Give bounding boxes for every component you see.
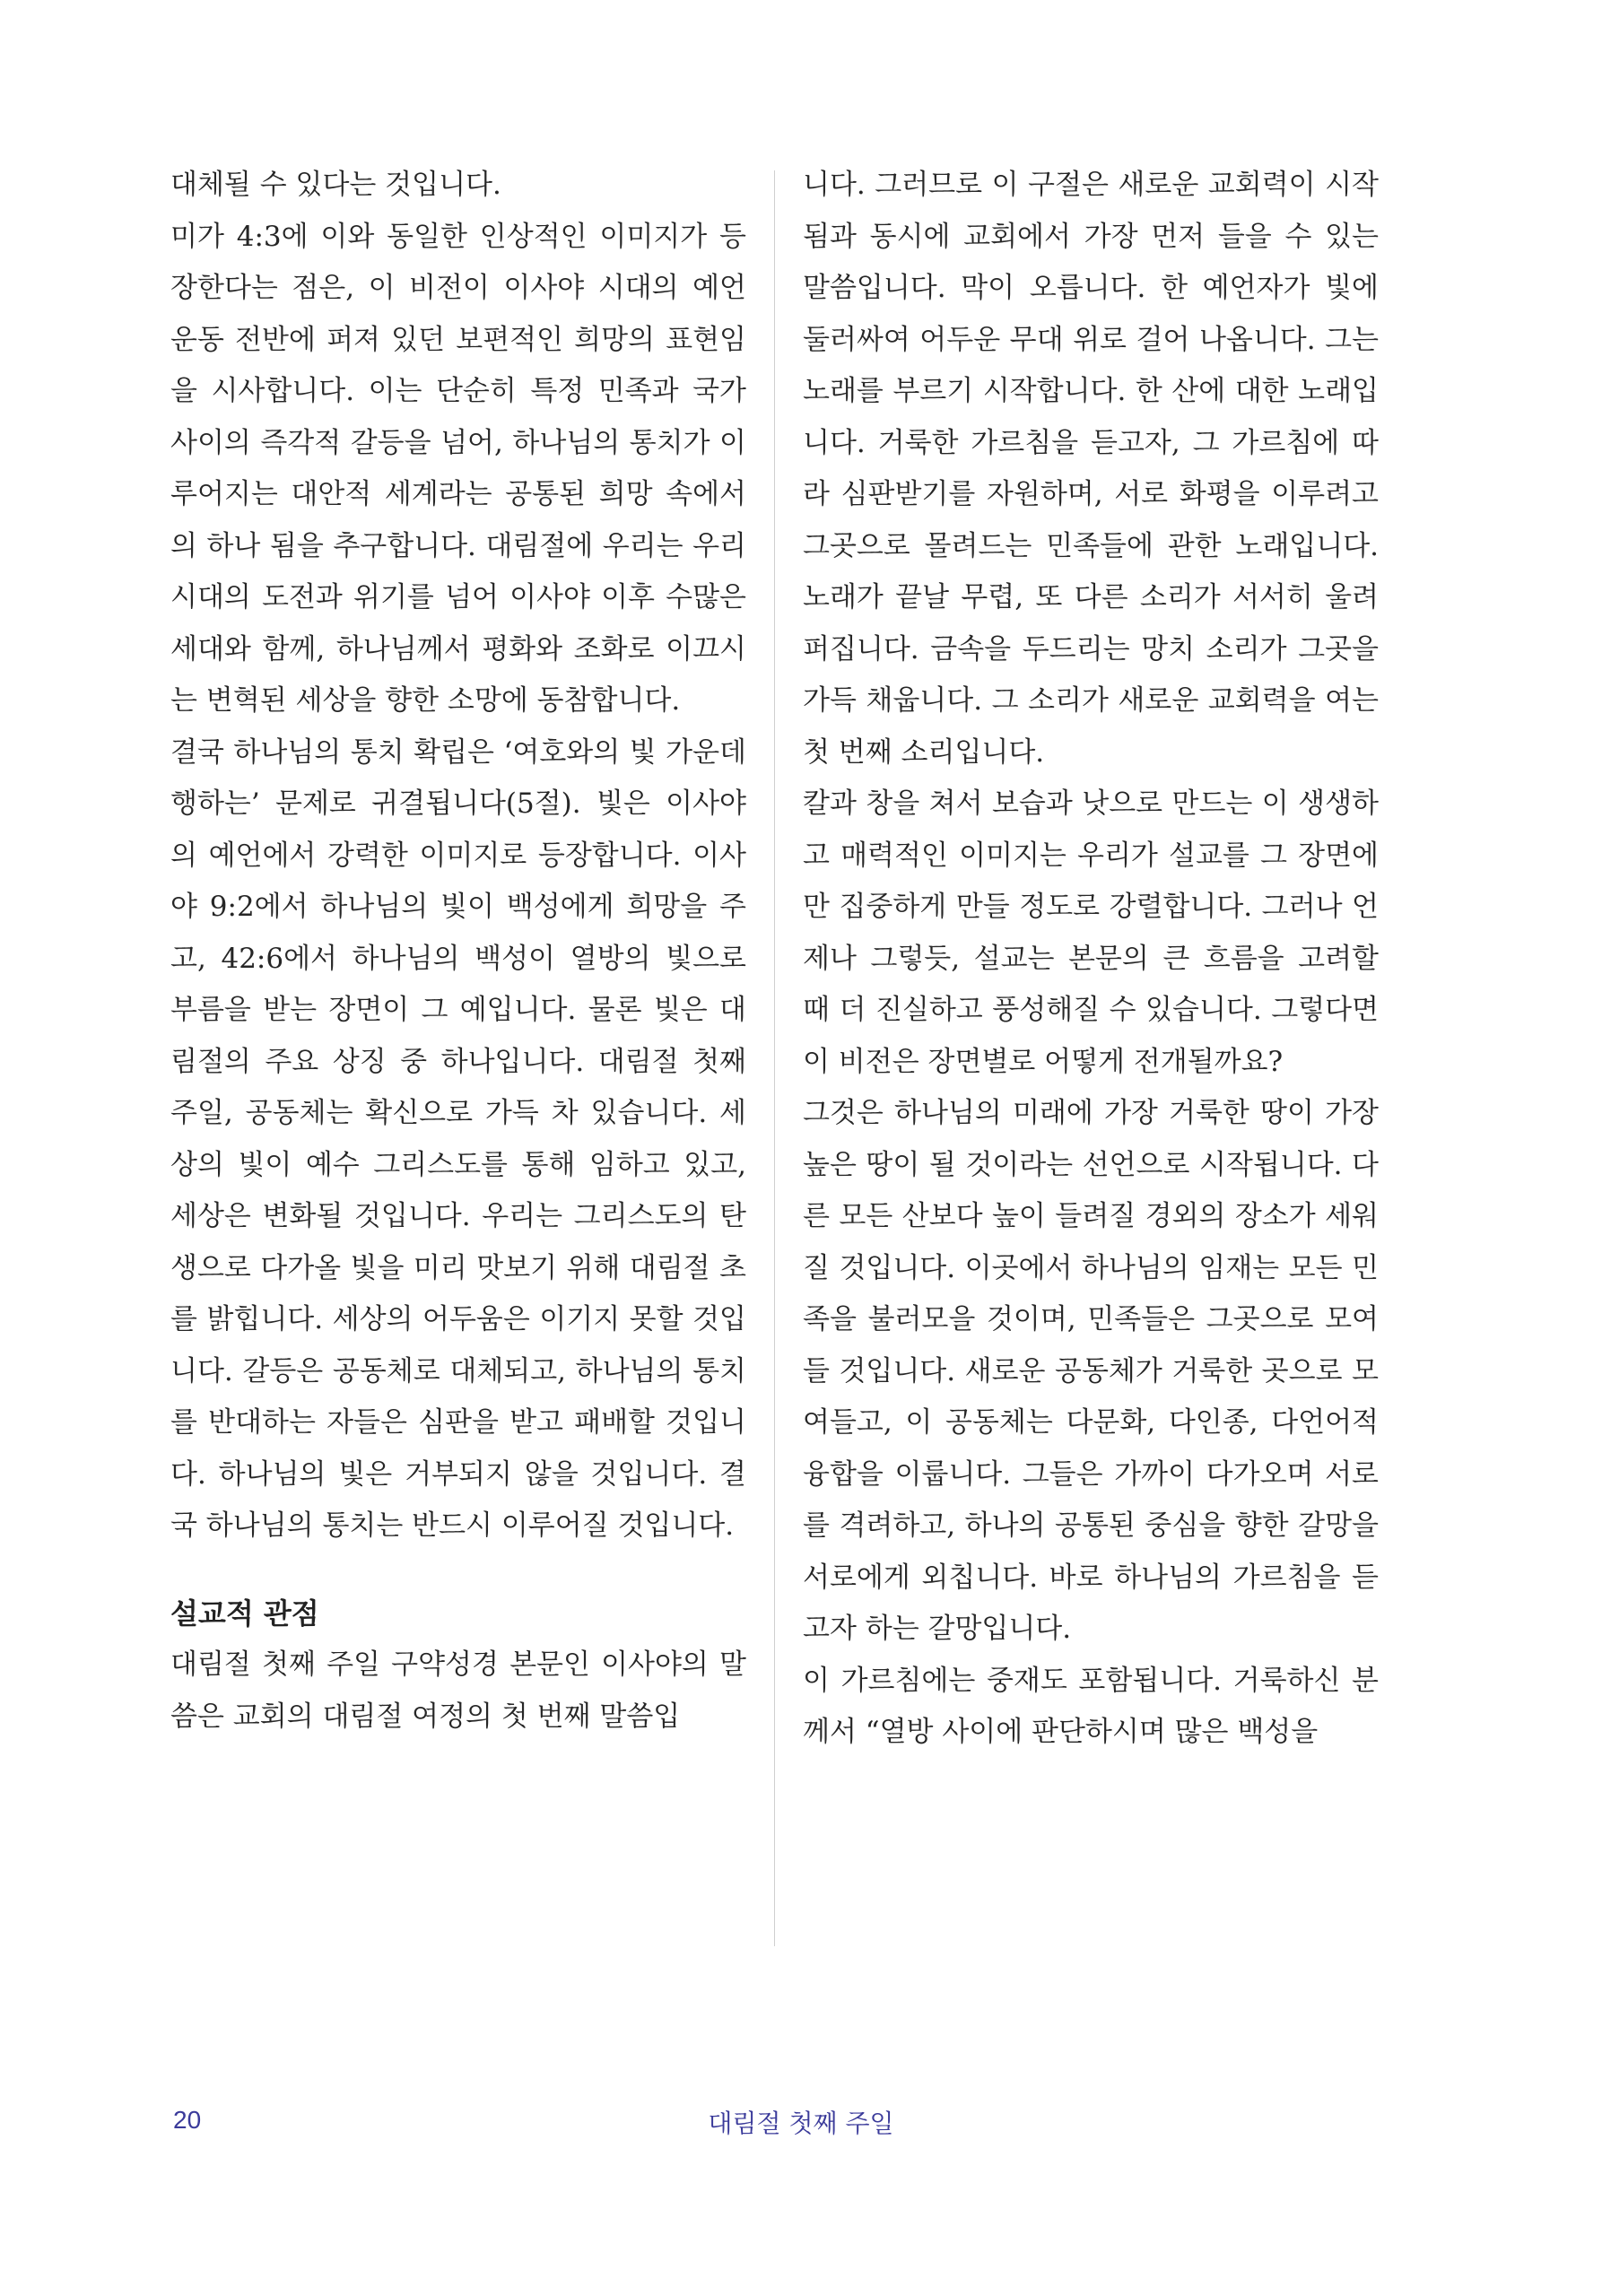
body-paragraph: 그것은 하나님의 미래에 가장 거룩한 땅이 가장 높은 땅이 될 것이라는 선언으로 시작됩니다. 다른 모든 산보다 높이 들려질 경외의 장소가 세워질 것입니다. 이곳에서 하나님의 임재는 모든 민족을 불러모을 것이며, 민족들은 그곳으로 모여들 것입니다. 새로운 공동체가 거룩한 곳으로 모여들고, 이 공동체는 다문화, 다인종, 다언어적 융합을 이룹니다. 그들은 가까이 다가오며 서로를 격려하고, 하나의 공통된 중심을 향한 갈망을 서로에게 외칩니다. 바로 하나님의 가르침을 듣고자 하는 갈망입니다. — [803, 1097, 1379, 1645]
running-title: 대림절 첫째 주일 — [708, 2109, 894, 2138]
body-paragraph: 대림절 첫째 주일 구약성경 본문인 이사야의 말씀은 교회의 대림절 여정의 첫 번째 말씀입 — [170, 1648, 746, 1733]
body-paragraph: 미가 4:3에 이와 동일한 인상적인 이미지가 등장한다는 점은, 이 비전이 이사야 시대의 예언 운동 전반에 퍼져 있던 보편적인 희망의 표현임을 시사합니다. 이는 단순히 특정 민족과 국가 사이의 즉각적 갈등을 넘어, 하나님의 통치가 이루어지는 대안적 세계라는 공통된 희망 속에서의 하나 됨을 추구합니다. 대림절에 우리는 우리 시대의 도전과 위기를 넘어 이사야 이후 수많은 세대와 함께, 하나님께서 평화와 조화로 이끄시는 변혁된 세상을 향한 소망에 동참합니다. — [170, 220, 746, 717]
body-paragraph: 이 가르침에는 중재도 포함됩니다. 거룩하신 분께서 “열방 사이에 판단하시며 많은 백성을 — [803, 1664, 1379, 1748]
body-paragraph: 결국 하나님의 통치 확립은 ‘여호와의 빛 가운데 행하는’ 문제로 귀결됩니다(5절). 빛은 이사야의 예언에서 강력한 이미지로 등장합니다. 이사야 9:2에서 하나님의 빛이 백성에게 희망을 주고, 42:6에서 하나님의 백성이 열방의 빛으로 부름을 받는 장면이 그 예입니다. 물론 빛은 대림절의 주요 상징 중 하나입니다. 대림절 첫째 주일, 공동체는 확신으로 가득 차 있습니다. 세상의 빛이 예수 그리스도를 통해 임하고 있고, 세상은 변화될 것입니다. 우리는 그리스도의 탄생으로 다가올 빛을 미리 맛보기 위해 대림절 초를 밝힙니다. 세상의 어두움은 이기지 못할 것입니다. 갈등은 공동체로 대체되고, 하나님의 통치를 반대하는 자들은 심판을 받고 패배할 것입니다. 하나님의 빛은 거부되지 않을 것입니다. 결국 하나님의 통치는 반드시 이루어질 것입니다. — [170, 735, 746, 1542]
column-divider — [774, 170, 775, 1946]
left-column — [170, 160, 746, 1743]
page-number: 20 — [173, 2106, 202, 2134]
right-column — [803, 160, 1379, 1759]
body-paragraph: 칼과 창을 쳐서 보습과 낫으로 만드는 이 생생하고 매력적인 이미지는 우리가 설교를 그 장면에만 집중하게 만들 정도로 강렬합니다. 그러나 언제나 그렇듯, 설교는 본문의 큰 흐름을 고려할 때 더 진실하고 풍성해질 수 있습니다. 그렇다면 이 비전은 장면별로 어떻게 전개될까요? — [803, 787, 1379, 1078]
section-heading: 설교적 관점 — [170, 1596, 319, 1631]
body-paragraph: 대체될 수 있다는 것입니다. — [170, 169, 501, 201]
body-paragraph: 니다. 그러므로 이 구절은 새로운 교회력이 시작됨과 동시에 교회에서 가장 먼저 들을 수 있는 말씀입니다. 막이 오릅니다. 한 예언자가 빛에 둘러싸여 어두운 무대 위로 걸어 나옵니다. 그는 노래를 부르기 시작합니다. 한 산에 대한 노래입니다. 거룩한 가르침을 듣고자, 그 가르침에 따라 심판받기를 자원하며, 서로 화평을 이루려고 그곳으로 몰려드는 민족들에 관한 노래입니다. 노래가 끝날 무렵, 또 다른 소리가 서서히 울려 퍼집니다. 금속을 두드리는 망치 소리가 그곳을 가득 채웁니다. 그 소리가 새로운 교회력을 여는 첫 번째 소리입니다. — [803, 169, 1379, 769]
